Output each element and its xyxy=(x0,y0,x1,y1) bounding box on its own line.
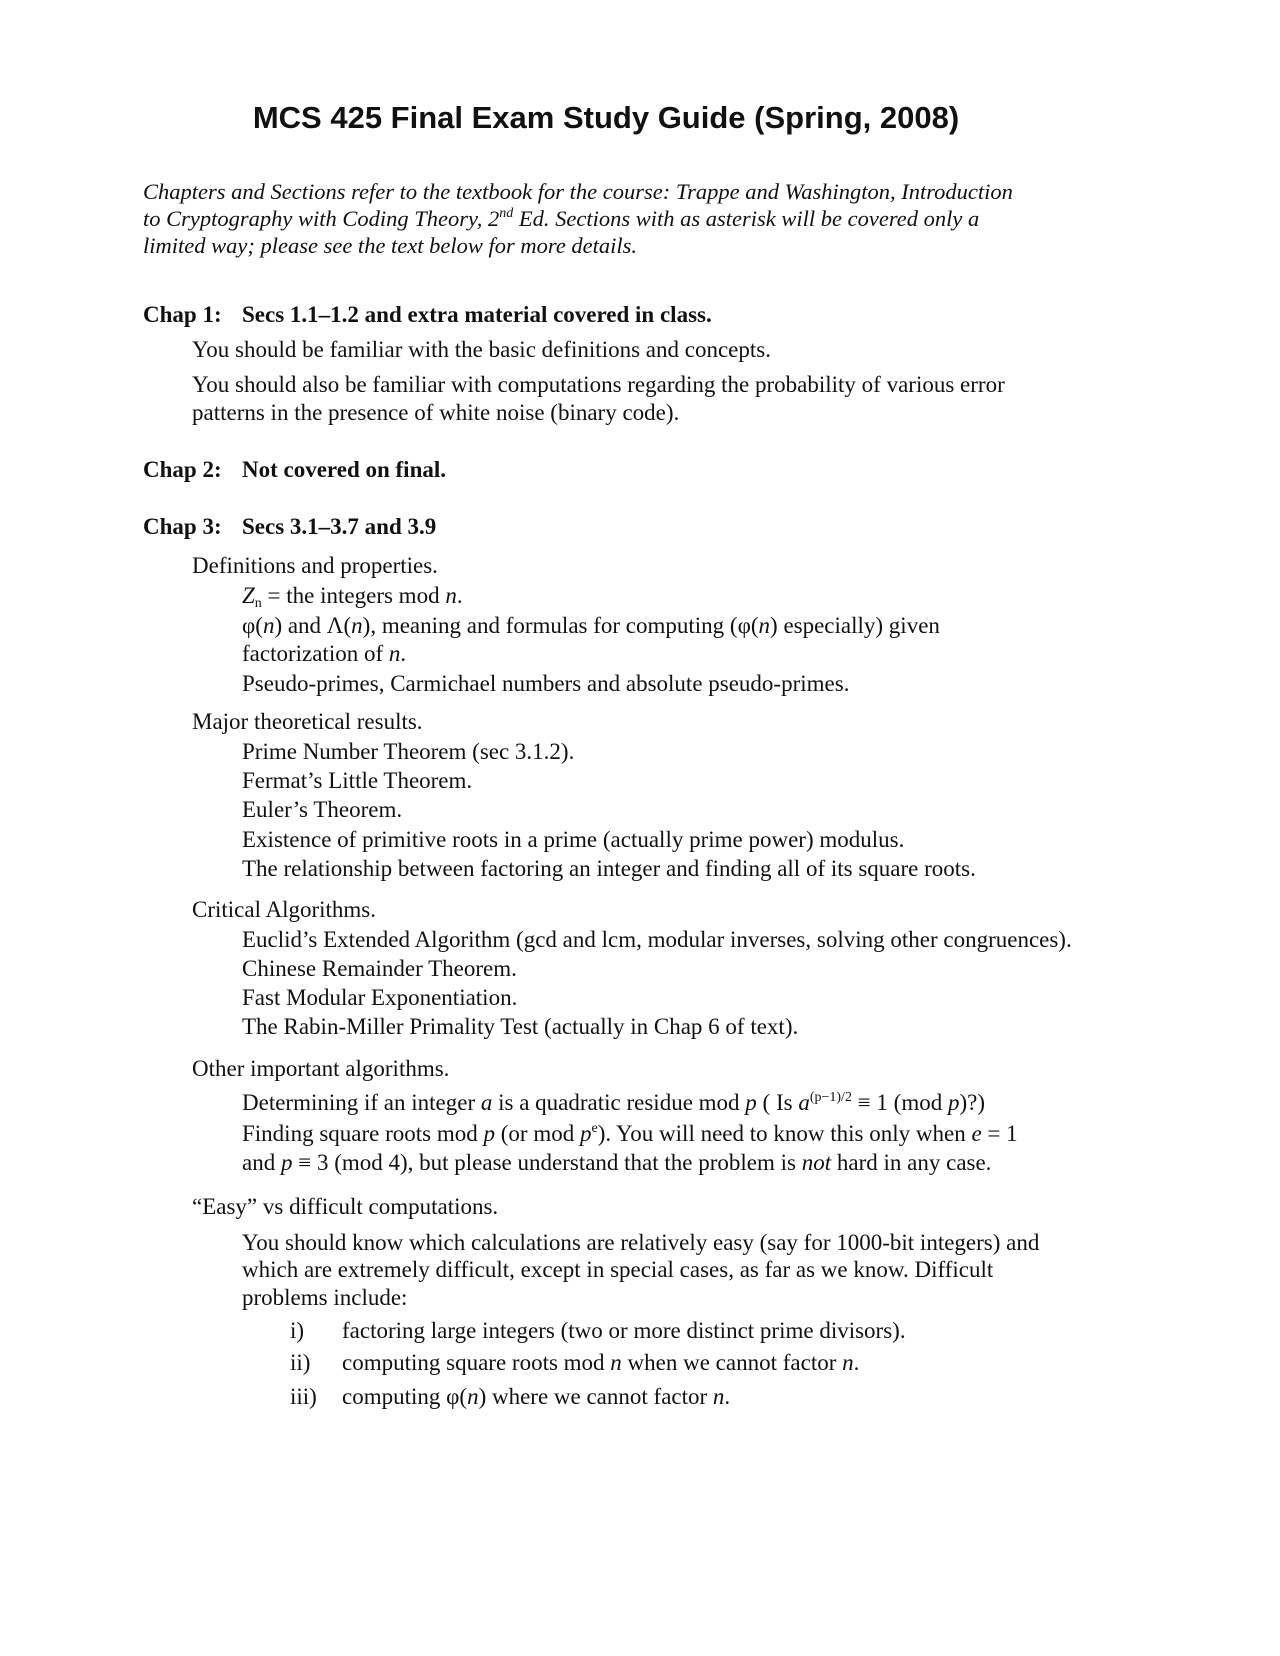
text-segment: ≡ 3 (mod 4), but please understand that the problem is xyxy=(292,1150,802,1175)
text-segment: Major theoretical results. xyxy=(192,709,423,734)
text-line xyxy=(242,1089,985,1116)
text-line xyxy=(242,955,517,982)
text-segment: The relationship between factoring an integer and finding all of its square roots. xyxy=(242,856,976,881)
text-segment: hard in any case. xyxy=(831,1150,992,1175)
text-segment: Fermat’s Little Theorem. xyxy=(242,768,473,793)
text-segment: and xyxy=(242,1150,281,1175)
text-segment: Not covered on final. xyxy=(242,457,447,482)
text-segment: Other important algorithms. xyxy=(192,1056,450,1081)
text-segment: ). You will need to know this only when xyxy=(597,1121,972,1146)
text-segment: (or mod xyxy=(495,1121,580,1146)
text-line xyxy=(242,1256,993,1283)
text-segment: Existence of primitive roots in a prime (actually prime power) modulus. xyxy=(242,827,905,852)
text-segment: ) and Λ( xyxy=(274,613,352,638)
text-segment: ( Is xyxy=(756,1090,799,1115)
text-segment: a xyxy=(480,1090,493,1115)
text-segment: e xyxy=(971,1121,982,1146)
text-segment: n xyxy=(262,613,275,638)
text-segment: p xyxy=(745,1090,757,1115)
text-line xyxy=(192,1193,498,1220)
text-line xyxy=(242,796,402,823)
text-segment: You should be familiar with the basic definitions and concepts. xyxy=(192,337,771,362)
text-segment: n xyxy=(351,613,363,638)
text-line xyxy=(192,399,679,426)
list-marker: iii) xyxy=(290,1384,317,1409)
text-segment: “Easy” vs difficult computations. xyxy=(192,1194,499,1219)
text-segment: Secs 3.1–3.7 and 3.9 xyxy=(242,514,437,539)
text-segment: )?) xyxy=(959,1090,985,1115)
intro-line xyxy=(143,205,979,232)
list-item xyxy=(290,1317,906,1344)
text-segment: Euler’s Theorem. xyxy=(242,797,403,822)
chapter-heading xyxy=(143,301,712,328)
text-line xyxy=(242,738,574,765)
superscript: (p−1)/2 xyxy=(809,1090,852,1105)
text-segment: factoring large integers (two or more distinct prime divisors). xyxy=(342,1318,906,1343)
text-segment: . xyxy=(456,583,463,608)
text-line xyxy=(242,1229,1039,1256)
text-line xyxy=(242,582,463,609)
text-segment: p xyxy=(947,1090,960,1115)
chapter-label: Chap 2: xyxy=(143,457,222,482)
text-segment: computing square roots mod xyxy=(342,1350,611,1375)
text-line xyxy=(192,896,376,923)
chapter-heading xyxy=(143,513,436,540)
text-line xyxy=(242,1149,991,1176)
text-segment: . xyxy=(853,1350,860,1375)
text-segment: a xyxy=(798,1090,810,1115)
text-segment: Chinese Remainder Theorem. xyxy=(242,956,517,981)
text-segment: Ed. Sections with as asterisk will be covered only a xyxy=(513,206,980,231)
text-line xyxy=(192,336,771,363)
text-line xyxy=(242,984,517,1011)
list-item xyxy=(290,1383,730,1410)
text-segment: to Cryptography with Coding Theory, 2 xyxy=(143,206,500,231)
text-segment: You should also be familiar with computations regarding the probability of various error xyxy=(192,372,1005,397)
text-segment: Definitions and properties. xyxy=(192,553,438,578)
text-segment: Secs 1.1–1.2 and extra material covered in class. xyxy=(242,302,712,327)
text-segment: The Rabin-Miller Primality Test (actually in Chap 6 of text). xyxy=(242,1014,799,1039)
text-segment: factorization of xyxy=(242,641,389,666)
text-segment: n xyxy=(758,613,771,638)
text-segment: n xyxy=(610,1350,622,1375)
chapter-label: Chap 1: xyxy=(143,302,222,327)
chapter-heading xyxy=(143,456,446,483)
text-line xyxy=(192,552,438,579)
text-line xyxy=(242,767,472,794)
text-segment: φ( xyxy=(242,613,263,638)
text-segment: Fast Modular Exponentiation. xyxy=(242,985,518,1010)
text-line xyxy=(242,855,976,882)
text-segment: ), meaning and formulas for computing (φ( xyxy=(362,613,759,638)
text-segment: Prime Number Theorem (sec 3.1.2). xyxy=(242,739,575,764)
text-segment: n xyxy=(842,1350,854,1375)
text-segment: patterns in the presence of white noise (binary code). xyxy=(192,400,680,425)
text-line xyxy=(242,926,1072,953)
text-segment: Z xyxy=(242,583,255,608)
text-segment: n xyxy=(467,1384,479,1409)
document-title: MCS 425 Final Exam Study Guide (Spring, 2008) xyxy=(252,100,960,135)
text-segment: Pseudo-primes, Carmichael numbers and absolute pseudo-primes. xyxy=(242,671,850,696)
text-segment: n xyxy=(388,641,401,666)
text-segment: computing φ( xyxy=(342,1384,468,1409)
subscript: n xyxy=(254,596,262,611)
text-segment: which are extremely difficult, except in special cases, as far as we know. Difficult xyxy=(242,1257,994,1282)
text-line xyxy=(242,826,904,853)
text-line xyxy=(192,708,423,735)
text-segment: Euclid’s Extended Algorithm (gcd and lcm, modular inverses, solving other congruences). xyxy=(242,927,1072,952)
text-segment: n xyxy=(445,583,457,608)
text-line xyxy=(242,1013,798,1040)
text-segment: = the integers mod xyxy=(261,583,446,608)
text-line xyxy=(242,612,940,639)
text-line xyxy=(242,640,406,667)
text-segment: Chapters and Sections refer to the textbook for the course: Trappe and Washington, Introduction xyxy=(143,179,1013,204)
text-segment: . xyxy=(724,1384,731,1409)
text-segment: not xyxy=(801,1150,832,1175)
intro-line xyxy=(143,232,637,259)
text-segment: ) where we cannot factor xyxy=(478,1384,713,1409)
intro-line xyxy=(143,178,1013,205)
text-segment: Critical Algorithms. xyxy=(192,897,376,922)
text-segment: ≡ 1 (mod xyxy=(851,1090,948,1115)
chapter-label: Chap 3: xyxy=(143,514,222,539)
text-line xyxy=(242,1120,1018,1147)
text-line xyxy=(242,1284,407,1311)
text-segment: Finding square roots mod xyxy=(242,1121,484,1146)
superscript: nd xyxy=(499,206,514,221)
text-segment: p xyxy=(579,1121,592,1146)
list-marker: ii) xyxy=(290,1350,311,1375)
text-segment: is a quadratic residue mod xyxy=(492,1090,746,1115)
text-segment: p xyxy=(483,1121,495,1146)
superscript: e xyxy=(591,1121,598,1136)
text-line xyxy=(192,1055,449,1082)
text-segment: n xyxy=(712,1384,725,1409)
text-segment: problems include: xyxy=(242,1285,408,1310)
text-segment: p xyxy=(280,1150,293,1175)
text-segment: Determining if an integer xyxy=(242,1090,481,1115)
text-segment: . xyxy=(400,641,407,666)
text-segment: ) especially) given xyxy=(770,613,940,638)
text-segment: limited way; please see the text below for more details. xyxy=(143,233,638,258)
text-segment: when we cannot factor xyxy=(621,1350,843,1375)
list-marker: i) xyxy=(290,1318,305,1343)
list-item xyxy=(290,1349,859,1376)
text-line xyxy=(192,371,1005,398)
text-segment: = 1 xyxy=(981,1121,1018,1146)
text-segment: You should know which calculations are relatively easy (say for 1000-bit integers) and xyxy=(242,1230,1040,1255)
text-line xyxy=(242,670,849,697)
